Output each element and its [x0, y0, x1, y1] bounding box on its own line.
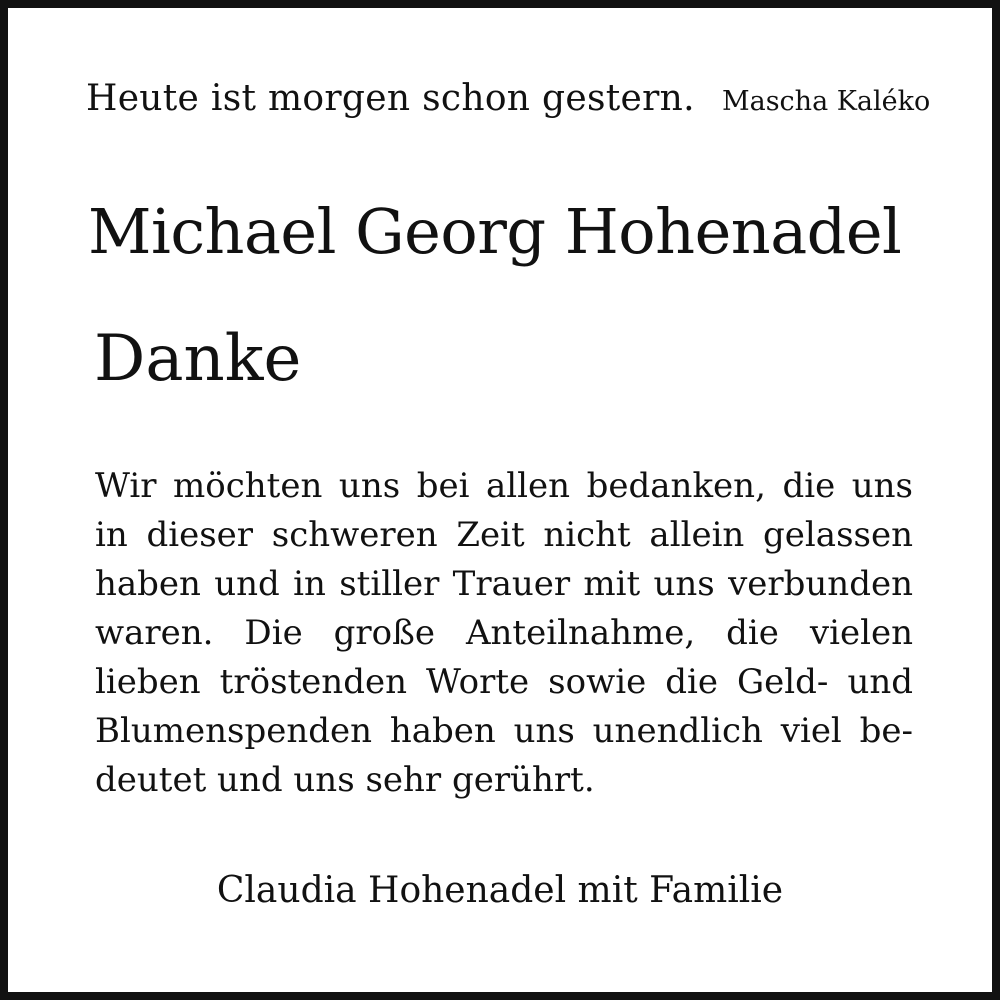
- quote-line: [86, 78, 931, 119]
- quote-text: Heute ist morgen schon gestern.: [86, 78, 695, 119]
- message-line: Wir möchten uns bei allen bedanken, die uns: [95, 466, 913, 506]
- message-line: deutet und uns sehr gerührt.: [95, 760, 595, 800]
- thanks-message: [95, 462, 913, 805]
- quote-author: Mascha Kaléko: [721, 86, 931, 117]
- message-line: Blumenspenden haben uns unendlich viel be-: [95, 711, 913, 751]
- message-line: in dieser schweren Zeit nicht allein gelassen: [95, 515, 913, 555]
- message-line: lieben tröstenden Worte sowie die Geld- und: [95, 662, 913, 702]
- message-line: waren. Die große Anteilnahme, die vielen: [95, 613, 913, 653]
- message-line: haben und in stiller Trauer mit uns verbunden: [95, 564, 913, 604]
- thanks-heading: Danke: [94, 322, 302, 396]
- deceased-name: Michael Georg Hohenadel: [88, 195, 902, 268]
- signature: Claudia Hohenadel mit Familie: [216, 870, 784, 911]
